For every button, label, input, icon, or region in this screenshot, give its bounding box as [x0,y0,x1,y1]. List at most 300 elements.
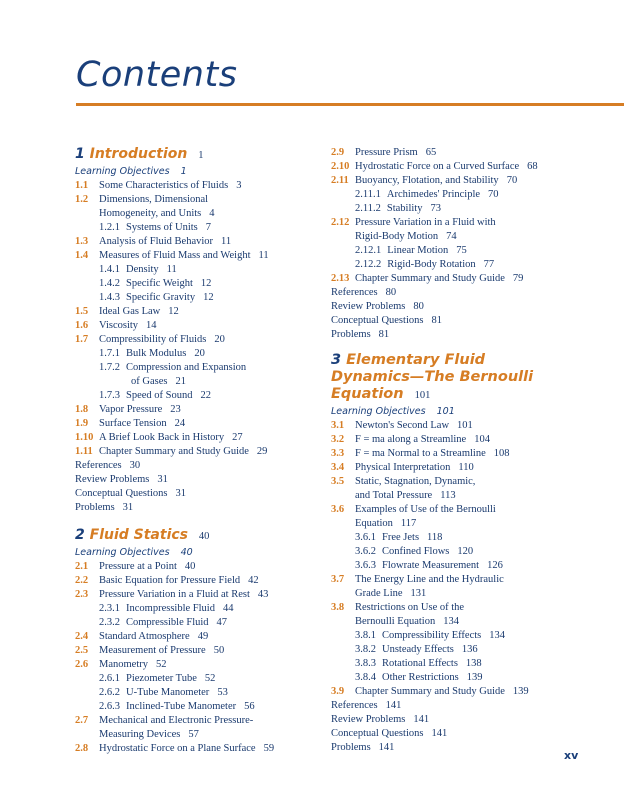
section-number: 1.1 [75,180,89,191]
entry-page: 134 [443,616,459,627]
entry-page: 139 [466,672,483,683]
entry-title: Review Problems [331,714,406,725]
toc-section-entry[interactable] [75,644,337,658]
toc-subsection-entry[interactable] [331,629,593,643]
entry-page: 42 [248,575,259,586]
toc-section-entry[interactable] [331,685,593,699]
entry-title: Systems of Units [126,222,198,233]
toc-section-entry[interactable] [75,728,337,742]
entry-title: Rigid-Body Motion [355,231,439,242]
entry-page: 65 [425,147,437,158]
chapter-1-page: 1 [198,150,204,161]
entry-title: Mechanical and Electronic Pressure- [99,715,254,726]
entry-title: Chapter Summary and Study Guide [355,273,505,284]
entry-page: 31 [175,488,186,499]
subsection-number: 1.7.1 [99,348,120,359]
entry-title: Analysis of Fluid Behavior [99,236,214,247]
chapter-1-title: Introduction [89,146,188,162]
toc-entry[interactable] [75,487,337,501]
entry-page: 75 [456,245,467,256]
entry-title: Pressure Variation in a Fluid with [355,217,496,228]
section-number: 2.7 [75,715,89,726]
page-folio: xv [564,749,579,762]
toc-section-entry[interactable] [331,419,593,433]
toc-section-entry[interactable] [75,319,337,333]
toc-subsection-entry[interactable] [331,545,593,559]
toc-section-entry[interactable] [75,403,337,417]
chapter-3-heading[interactable] [331,352,593,404]
entry-page: 120 [457,546,474,557]
section-number: 3.8 [331,602,345,613]
section-number: 2.12 [331,217,350,228]
entry-page: 138 [465,658,482,669]
section-number: 1.11 [75,446,93,457]
entry-page: 30 [129,460,141,471]
toc-subsection-entry[interactable] [75,375,337,389]
entry-title: Archimedes' Principle [386,189,481,200]
chapter-3-learning-objectives[interactable] [331,405,593,419]
subsection-number: 2.12.1 [355,245,382,256]
toc-subsection-entry[interactable] [75,361,337,375]
entry-page: 117 [400,518,417,529]
learning-objectives-label: Learning Objectives [331,406,426,417]
entry-title: Surface Tension [99,418,167,429]
toc-subsection-entry[interactable] [75,277,337,291]
toc-section-entry[interactable] [331,160,593,174]
toc-subsection-entry[interactable] [331,559,593,573]
entry-title: Piezometer Tube [126,673,197,684]
entry-page: 43 [257,589,269,600]
chapter-2-entries-cont [331,146,593,342]
entry-page: 20 [194,348,205,359]
entry-page: 68 [527,161,538,172]
toc-subsection-entry[interactable] [75,221,337,235]
chapter-2-title: Fluid Statics [89,527,188,543]
toc-subsection-entry[interactable] [75,602,337,616]
entry-title: Review Problems [75,474,150,485]
entry-page: 52 [156,659,167,670]
entry-page: 50 [213,645,225,656]
learning-objectives-label: Learning Objectives [75,166,170,177]
entry-title: Incompressible Fluid [126,603,215,614]
entry-title: Grade Line [355,588,403,599]
section-number: 2.4 [75,631,89,642]
title-rule [76,103,624,106]
entry-title: Viscosity [99,320,139,331]
subsection-number: 2.6.2 [99,687,120,698]
section-number: 2.10 [331,161,350,172]
toc-section-entry[interactable] [331,461,593,475]
chapter-1-entries [75,179,337,515]
entry-page: 126 [487,560,503,571]
toc-section-entry[interactable] [331,587,593,601]
toc-section-entry[interactable] [331,573,593,587]
section-number: 2.5 [75,645,89,656]
toc-section-entry[interactable] [331,503,593,517]
entry-title: U-Tube Manometer [126,687,210,698]
learning-objectives-label: Learning Objectives [75,547,170,558]
entry-title: Standard Atmosphere [99,631,190,642]
entry-page: 53 [217,687,228,698]
entry-title: Problems [75,502,115,513]
entry-title: Speed of Sound [126,390,193,401]
toc-section-entry[interactable] [331,146,593,160]
entry-page: 131 [410,588,427,599]
toc-section-entry[interactable] [75,574,337,588]
subsection-number: 2.3.2 [99,617,120,628]
entry-title: Conceptual Questions [75,488,168,499]
entry-title: Homogeneity, and Units [99,208,202,219]
toc-section-entry[interactable] [331,433,593,447]
toc-subsection-entry[interactable] [331,643,593,657]
entry-page: 104 [474,434,490,445]
toc-section-entry[interactable] [75,588,337,602]
page-title: Contents [76,55,238,95]
entry-page: 31 [122,502,134,513]
chapter-1-heading[interactable] [75,146,337,164]
entry-title: The Energy Line and the Hydraulic [355,574,504,585]
entry-page: 101 [457,420,473,431]
learning-objectives-page: 1 [180,166,187,177]
toc-section-entry[interactable] [331,517,593,531]
chapter-2-learning-objectives[interactable] [75,546,337,560]
toc-section-entry[interactable] [331,216,593,230]
entry-page: 21 [175,376,186,387]
chapter-1-learning-objectives[interactable] [75,165,337,179]
toc-entry[interactable] [75,459,337,473]
subsection-number: 1.7.2 [99,362,120,373]
toc-section-entry[interactable] [331,475,593,489]
subsection-number: 1.4.1 [99,264,120,275]
entry-page: 12 [203,292,214,303]
subsection-number: 1.2.1 [99,222,120,233]
section-number: 3.9 [331,686,345,697]
entry-title: Basic Equation for Pressure Field [99,575,241,586]
entry-page: 80 [413,301,424,312]
entry-title: Examples of Use of the Bernoulli [355,504,496,515]
entry-page: 47 [216,617,228,628]
toc-section-entry[interactable] [331,489,593,503]
entry-title: Bernoulli Equation [355,616,436,627]
subsection-number: 3.8.4 [355,672,376,683]
section-number: 3.6 [331,504,345,515]
entry-title: Flowrate Measurement [382,560,480,571]
section-number: 3.2 [331,434,345,445]
toc-section-entry[interactable] [331,447,593,461]
entry-title: Dimensions, Dimensional [99,194,209,205]
section-number: 2.11 [331,175,349,186]
toc-entry[interactable] [331,300,593,314]
toc-section-entry[interactable] [75,431,337,445]
entry-title: Pressure at a Point [99,561,177,572]
entry-title: Inclined-Tube Manometer [126,701,237,712]
entry-title: of Gases [131,376,168,387]
chapter-3-page: 101 [414,390,431,401]
toc-subsection-entry[interactable] [331,657,593,671]
toc-section-entry[interactable] [75,630,337,644]
toc-subsection-entry[interactable] [75,389,337,403]
toc-section-entry[interactable] [75,305,337,319]
chapter-2-heading[interactable] [75,527,337,545]
entry-page: 31 [157,474,168,485]
entry-title: Problems [331,742,371,753]
section-number: 3.4 [331,462,345,473]
section-number: 2.13 [331,273,350,284]
entry-page: 139 [512,686,529,697]
subsection-number: 2.6.3 [99,701,120,712]
section-number: 1.5 [75,306,89,317]
entry-title: Ideal Gas Law [99,306,161,317]
entry-title: Chapter Summary and Study Guide [99,446,249,457]
section-number: 2.2 [75,575,89,586]
toc-section-entry[interactable] [75,714,337,728]
toc-section-entry[interactable] [75,179,337,193]
chapter-3-title-line3: Equation [331,386,404,402]
entry-title: Measures of Fluid Mass and Weight [99,250,251,261]
toc-subsection-entry[interactable] [75,700,337,714]
toc-subsection-entry[interactable] [331,202,593,216]
entry-page: 74 [446,231,457,242]
toc-section-entry[interactable] [75,417,337,431]
entry-page: 27 [232,432,243,443]
entry-title: Equation [355,518,393,529]
toc-subsection-entry[interactable] [331,531,593,545]
toc-section-entry[interactable] [75,560,337,574]
entry-page: 118 [427,532,443,543]
entry-page: 141 [385,700,402,711]
entry-page: 40 [184,561,196,572]
section-number: 1.8 [75,404,89,415]
section-number: 1.10 [75,432,94,443]
toc-subsection-entry[interactable] [331,258,593,272]
section-number: 2.8 [75,743,89,754]
entry-page: 134 [489,630,506,641]
chapter-3-title-line2: Dynamics—The Bernoulli [331,369,534,385]
toc-section-entry[interactable] [331,174,593,188]
subsection-number: 3.6.3 [355,560,376,571]
subsection-number: 2.11.2 [355,203,381,214]
entry-title: Unsteady Effects [382,644,454,655]
entry-page: 12 [200,278,212,289]
entry-page: 12 [168,306,179,317]
entry-page: 77 [483,259,495,270]
chapter-3-entries [331,419,593,755]
subsection-number: 2.12.2 [355,259,382,270]
subsection-number: 3.8.3 [355,658,376,669]
learning-objectives-page: 40 [180,547,193,558]
entry-title: F = ma along a Streamline [355,434,467,445]
toc-section-entry[interactable] [75,235,337,249]
entry-title: Hydrostatic Force on a Plane Surface [99,743,256,754]
entry-title: Rigid-Body Rotation [387,259,476,270]
toc-subsection-entry[interactable] [331,188,593,202]
subsection-number: 3.6.2 [355,546,376,557]
entry-page: 24 [174,418,186,429]
toc-entry[interactable] [331,741,593,755]
entry-title: Restrictions on Use of the [355,602,465,613]
entry-title: Specific Weight [126,278,193,289]
entry-title: References [75,460,122,471]
entry-title: References [331,700,378,711]
entry-title: Other Restrictions [382,672,459,683]
toc-entry[interactable] [331,699,593,713]
section-number: 1.3 [75,236,89,247]
chapter-3-number: 3 [331,352,342,368]
toc-section-entry[interactable] [331,230,593,244]
toc-subsection-entry[interactable] [75,347,337,361]
entry-title: Pressure Variation in a Fluid at Rest [99,589,250,600]
entry-title: Review Problems [331,301,406,312]
chapter-2-page: 40 [198,531,210,542]
entry-title: Stability [386,203,423,214]
toc-entry[interactable] [331,314,593,328]
section-number: 3.1 [331,420,345,431]
entry-title: Compressibility Effects [382,630,482,641]
section-number: 3.7 [331,574,345,585]
toc-entry[interactable] [75,501,337,515]
toc-section-entry[interactable] [75,658,337,672]
right-column [331,146,593,755]
subsection-number: 1.4.2 [99,278,120,289]
toc-subsection-entry[interactable] [331,244,593,258]
entry-page: 7 [205,222,212,233]
entry-title: A Brief Look Back in History [99,432,225,443]
entry-page: 79 [512,273,524,284]
entry-page: 29 [256,446,268,457]
entry-page: 49 [197,631,209,642]
entry-title: Bulk Modulus [126,348,187,359]
entry-page: 20 [214,334,225,345]
subsection-number: 3.8.2 [355,644,376,655]
entry-page: 57 [188,729,199,740]
entry-page: 70 [488,189,499,200]
entry-page: 59 [263,743,275,754]
toc-subsection-entry[interactable] [75,686,337,700]
entry-page: 141 [413,714,430,725]
entry-page: 81 [431,315,442,326]
entry-page: 52 [204,673,216,684]
section-number: 3.3 [331,448,345,459]
section-number: 3.5 [331,476,345,487]
entry-title: Measuring Devices [99,729,181,740]
entry-page: 3 [236,180,242,191]
entry-page: 81 [378,329,390,340]
entry-title: Density [126,264,159,275]
chapter-3-title-line1: Elementary Fluid [346,352,486,368]
entry-page: 73 [430,203,441,214]
chapter-1-number: 1 [75,146,85,162]
entry-page: 110 [458,462,474,473]
toc-section-entry[interactable] [75,193,337,207]
toc-section-entry[interactable] [75,249,337,263]
entry-title: Confined Flows [382,546,450,557]
section-number: 1.6 [75,320,89,331]
toc-subsection-entry[interactable] [75,672,337,686]
entry-title: F = ma Normal to a Streamline [355,448,486,459]
entry-page: 80 [385,287,397,298]
section-number: 2.1 [75,561,89,572]
subsection-number: 1.7.3 [99,390,120,401]
entry-title: and Total Pressure [355,490,433,501]
learning-objectives-page: 101 [436,406,455,417]
entry-title: Newton's Second Law [355,420,450,431]
entry-title: Problems [331,329,371,340]
toc-subsection-entry[interactable] [331,671,593,685]
entry-page: 11 [258,250,269,261]
toc-section-entry[interactable] [331,272,593,286]
subsection-number: 2.11.1 [355,189,381,200]
toc-section-entry[interactable] [331,601,593,615]
toc-entry[interactable] [331,286,593,300]
left-column [75,146,337,756]
subsection-number: 3.8.1 [355,630,376,641]
toc-section-entry[interactable] [75,742,337,756]
subsection-number: 1.4.3 [99,292,120,303]
entry-title: Linear Motion [387,245,449,256]
entry-title: Pressure Prism [355,147,418,158]
toc-section-entry[interactable] [75,207,337,221]
entry-page: 141 [378,742,395,753]
subsection-number: 2.6.1 [99,673,120,684]
entry-page: 70 [506,175,518,186]
entry-title: Conceptual Questions [331,315,424,326]
entry-title: Hydrostatic Force on a Curved Surface [355,161,520,172]
entry-title: Compressible Fluid [126,617,209,628]
toc-entry[interactable] [331,713,593,727]
entry-title: Chapter Summary and Study Guide [355,686,505,697]
section-number: 2.3 [75,589,89,600]
entry-page: 141 [431,728,448,739]
entry-page: 4 [209,208,215,219]
entry-title: Rotational Effects [382,658,458,669]
toc-subsection-entry[interactable] [75,291,337,305]
entry-page: 14 [146,320,157,331]
entry-title: References [331,287,378,298]
entry-title: Buoyancy, Flotation, and Stability [355,175,499,186]
subsection-number: 2.3.1 [99,603,120,614]
toc-subsection-entry[interactable] [75,616,337,630]
entry-page: 136 [461,644,478,655]
entry-page: 113 [440,490,456,501]
section-number: 1.7 [75,334,89,345]
entry-title: Conceptual Questions [331,728,424,739]
entry-page: 23 [170,404,181,415]
section-number: 1.9 [75,418,89,429]
toc-section-entry[interactable] [331,615,593,629]
toc-subsection-entry[interactable] [75,263,337,277]
entry-page: 44 [222,603,234,614]
chapter-2-number: 2 [75,527,85,543]
section-number: 2.9 [331,147,345,158]
entry-title: Compression and Expansion [126,362,247,373]
toc-entry[interactable] [331,328,593,342]
section-number: 2.6 [75,659,89,670]
toc-section-entry[interactable] [75,445,337,459]
entry-title: Measurement of Pressure [99,645,206,656]
entry-page: 11 [166,264,177,275]
toc-section-entry[interactable] [75,333,337,347]
entry-title: Physical Interpretation [355,462,451,473]
toc-entry[interactable] [75,473,337,487]
section-number: 1.2 [75,194,89,205]
entry-title: Free Jets [382,532,420,543]
entry-title: Specific Gravity [126,292,196,303]
entry-title: Manometry [99,659,148,670]
entry-title: Vapor Pressure [99,404,163,415]
chapter-2-entries [75,560,337,756]
entry-page: 11 [221,236,232,247]
toc-entry[interactable] [331,727,593,741]
